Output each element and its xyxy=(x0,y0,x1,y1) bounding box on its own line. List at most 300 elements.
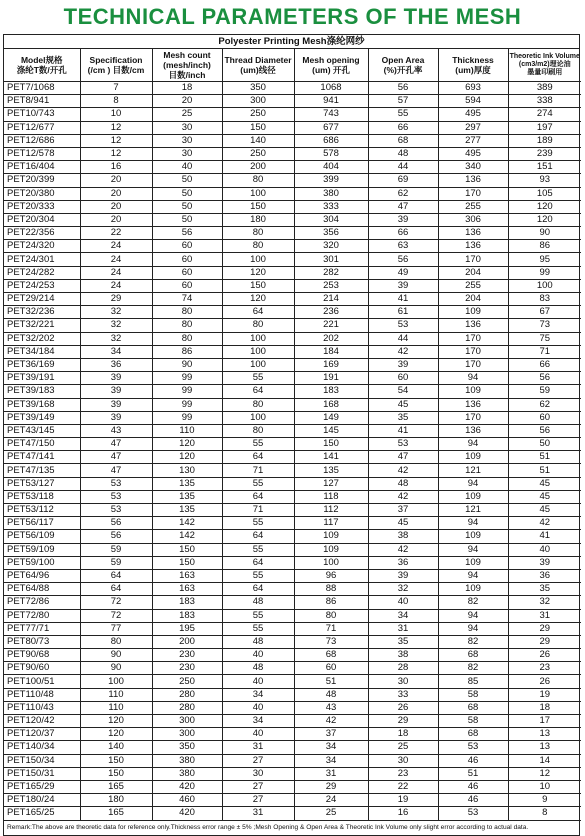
cell-thickness: 51 xyxy=(438,767,508,780)
cell-thickness: 136 xyxy=(438,398,508,411)
cell-ink-volume: 13 xyxy=(508,741,581,754)
cell-thread-diameter: 40 xyxy=(222,701,294,714)
cell-mesh-count: 280 xyxy=(152,688,222,701)
cell-thickness: 94 xyxy=(438,372,508,385)
cell-ink-volume: 120 xyxy=(508,213,581,226)
cell-model: PET47/141 xyxy=(4,451,80,464)
cell-mesh-count: 120 xyxy=(152,451,222,464)
cell-model: PET10/743 xyxy=(4,108,80,121)
cell-model: PET90/68 xyxy=(4,649,80,662)
cell-thread-diameter: 71 xyxy=(222,504,294,517)
table-subtitle: Polyester Printing Mesh涤纶网纱 xyxy=(4,35,579,49)
cell-mesh-opening: 1068 xyxy=(294,82,368,95)
cell-open-area: 47 xyxy=(368,451,438,464)
cell-ink-volume: 86 xyxy=(508,240,581,253)
cell-model: PET180/24 xyxy=(4,794,80,807)
cell-specification: 150 xyxy=(80,767,152,780)
cell-mesh-count: 135 xyxy=(152,477,222,490)
cell-mesh-opening: 253 xyxy=(294,279,368,292)
data-table xyxy=(4,49,581,821)
cell-mesh-count: 50 xyxy=(152,213,222,226)
col-header-specification xyxy=(80,49,152,82)
cell-model: PET12/686 xyxy=(4,134,80,147)
cell-open-area: 55 xyxy=(368,108,438,121)
cell-mesh-opening: 304 xyxy=(294,213,368,226)
cell-open-area: 44 xyxy=(368,332,438,345)
header-line: Thickness xyxy=(452,55,494,65)
cell-thickness: 109 xyxy=(438,530,508,543)
cell-mesh-count: 230 xyxy=(152,662,222,675)
cell-thickness: 109 xyxy=(438,306,508,319)
cell-mesh-opening: 48 xyxy=(294,688,368,701)
cell-thread-diameter: 40 xyxy=(222,728,294,741)
cell-open-area: 44 xyxy=(368,161,438,174)
cell-mesh-opening: 73 xyxy=(294,635,368,648)
cell-thread-diameter: 64 xyxy=(222,385,294,398)
cell-model: PET20/304 xyxy=(4,213,80,226)
cell-open-area: 33 xyxy=(368,688,438,701)
cell-mesh-opening: 34 xyxy=(294,741,368,754)
header-line: 目数/inch xyxy=(168,70,206,80)
cell-thickness: 46 xyxy=(438,754,508,767)
cell-specification: 165 xyxy=(80,780,152,793)
cell-mesh-count: 99 xyxy=(152,385,222,398)
cell-open-area: 66 xyxy=(368,121,438,134)
cell-model: PET53/127 xyxy=(4,477,80,490)
cell-mesh-count: 74 xyxy=(152,293,222,306)
cell-mesh-opening: 42 xyxy=(294,715,368,728)
cell-mesh-count: 163 xyxy=(152,583,222,596)
header-line: 墨量印刷用 xyxy=(527,69,563,76)
cell-model: PET32/202 xyxy=(4,332,80,345)
cell-open-area: 60 xyxy=(368,372,438,385)
cell-mesh-opening: 25 xyxy=(294,807,368,820)
header-line: (um) 开孔 xyxy=(312,65,350,75)
cell-specification: 39 xyxy=(80,372,152,385)
cell-model: PET120/42 xyxy=(4,715,80,728)
cell-open-area: 25 xyxy=(368,741,438,754)
cell-mesh-opening: 301 xyxy=(294,253,368,266)
cell-thickness: 170 xyxy=(438,187,508,200)
table-row xyxy=(4,319,581,332)
col-header-thickness xyxy=(438,49,508,82)
cell-model: PET12/677 xyxy=(4,121,80,134)
cell-thread-diameter: 48 xyxy=(222,635,294,648)
table-row xyxy=(4,332,581,345)
col-header-thread-diameter xyxy=(222,49,294,82)
cell-mesh-opening: 356 xyxy=(294,227,368,240)
cell-mesh-opening: 29 xyxy=(294,780,368,793)
table-row xyxy=(4,715,581,728)
cell-mesh-opening: 71 xyxy=(294,622,368,635)
cell-open-area: 53 xyxy=(368,319,438,332)
cell-thread-diameter: 100 xyxy=(222,345,294,358)
cell-ink-volume: 17 xyxy=(508,715,581,728)
table-row xyxy=(4,134,581,147)
cell-mesh-opening: 24 xyxy=(294,794,368,807)
header-line: Thread Diameter xyxy=(224,55,292,65)
cell-mesh-count: 163 xyxy=(152,569,222,582)
cell-thickness: 121 xyxy=(438,464,508,477)
header-line: (cm3/m2)理论油 xyxy=(518,61,571,68)
cell-mesh-opening: 221 xyxy=(294,319,368,332)
cell-specification: 12 xyxy=(80,147,152,160)
cell-mesh-count: 135 xyxy=(152,490,222,503)
cell-thickness: 68 xyxy=(438,649,508,662)
cell-model: PET110/48 xyxy=(4,688,80,701)
cell-specification: 24 xyxy=(80,279,152,292)
table-row xyxy=(4,490,581,503)
cell-open-area: 35 xyxy=(368,635,438,648)
cell-thread-diameter: 200 xyxy=(222,161,294,174)
cell-thread-diameter: 48 xyxy=(222,596,294,609)
cell-mesh-opening: 320 xyxy=(294,240,368,253)
cell-thread-diameter: 64 xyxy=(222,306,294,319)
header-line: Open Area xyxy=(381,55,425,65)
cell-mesh-opening: 183 xyxy=(294,385,368,398)
cell-model: PET12/578 xyxy=(4,147,80,160)
cell-model: PET39/149 xyxy=(4,411,80,424)
header-line: (%)开孔率 xyxy=(383,65,423,75)
cell-specification: 24 xyxy=(80,240,152,253)
cell-thickness: 94 xyxy=(438,609,508,622)
cell-mesh-count: 90 xyxy=(152,358,222,371)
cell-specification: 16 xyxy=(80,161,152,174)
cell-model: PET120/37 xyxy=(4,728,80,741)
cell-ink-volume: 39 xyxy=(508,556,581,569)
cell-ink-volume: 12 xyxy=(508,767,581,780)
cell-thickness: 170 xyxy=(438,345,508,358)
cell-open-area: 22 xyxy=(368,780,438,793)
cell-model: PET32/221 xyxy=(4,319,80,332)
cell-model: PET150/34 xyxy=(4,754,80,767)
col-header-mesh-count xyxy=(152,49,222,82)
cell-mesh-opening: 399 xyxy=(294,174,368,187)
cell-thickness: 693 xyxy=(438,82,508,95)
cell-open-area: 47 xyxy=(368,200,438,213)
cell-specification: 64 xyxy=(80,583,152,596)
cell-ink-volume: 75 xyxy=(508,332,581,345)
cell-mesh-opening: 31 xyxy=(294,767,368,780)
cell-mesh-opening: 202 xyxy=(294,332,368,345)
cell-model: PET100/51 xyxy=(4,675,80,688)
cell-mesh-opening: 68 xyxy=(294,649,368,662)
cell-model: PET20/380 xyxy=(4,187,80,200)
cell-mesh-opening: 168 xyxy=(294,398,368,411)
cell-thread-diameter: 55 xyxy=(222,609,294,622)
header-line: (mesh/inch) xyxy=(163,60,211,70)
cell-thread-diameter: 80 xyxy=(222,240,294,253)
cell-specification: 56 xyxy=(80,530,152,543)
cell-mesh-opening: 100 xyxy=(294,556,368,569)
cell-ink-volume: 18 xyxy=(508,701,581,714)
cell-specification: 53 xyxy=(80,477,152,490)
cell-specification: 39 xyxy=(80,385,152,398)
cell-ink-volume: 389 xyxy=(508,82,581,95)
cell-specification: 43 xyxy=(80,424,152,437)
cell-mesh-opening: 135 xyxy=(294,464,368,477)
cell-open-area: 35 xyxy=(368,411,438,424)
cell-specification: 59 xyxy=(80,556,152,569)
cell-thread-diameter: 55 xyxy=(222,569,294,582)
cell-specification: 77 xyxy=(80,622,152,635)
cell-ink-volume: 14 xyxy=(508,754,581,767)
cell-thread-diameter: 55 xyxy=(222,517,294,530)
cell-specification: 53 xyxy=(80,490,152,503)
cell-mesh-opening: 578 xyxy=(294,147,368,160)
table-row xyxy=(4,649,581,662)
cell-specification: 29 xyxy=(80,293,152,306)
cell-thread-diameter: 250 xyxy=(222,108,294,121)
cell-ink-volume: 62 xyxy=(508,398,581,411)
cell-mesh-opening: 80 xyxy=(294,609,368,622)
cell-specification: 120 xyxy=(80,728,152,741)
cell-ink-volume: 71 xyxy=(508,345,581,358)
cell-specification: 80 xyxy=(80,635,152,648)
cell-mesh-count: 99 xyxy=(152,411,222,424)
cell-thickness: 94 xyxy=(438,438,508,451)
cell-mesh-count: 420 xyxy=(152,780,222,793)
cell-thread-diameter: 250 xyxy=(222,147,294,160)
table-row xyxy=(4,635,581,648)
cell-open-area: 42 xyxy=(368,543,438,556)
cell-open-area: 54 xyxy=(368,385,438,398)
cell-specification: 110 xyxy=(80,688,152,701)
cell-thread-diameter: 55 xyxy=(222,372,294,385)
cell-model: PET7/1068 xyxy=(4,82,80,95)
header-line: (um)线径 xyxy=(240,65,276,75)
table-row xyxy=(4,213,581,226)
cell-open-area: 62 xyxy=(368,187,438,200)
cell-specification: 24 xyxy=(80,253,152,266)
cell-thickness: 297 xyxy=(438,121,508,134)
cell-open-area: 48 xyxy=(368,477,438,490)
cell-model: PET72/80 xyxy=(4,609,80,622)
cell-mesh-opening: 686 xyxy=(294,134,368,147)
cell-ink-volume: 45 xyxy=(508,490,581,503)
cell-specification: 72 xyxy=(80,609,152,622)
cell-thread-diameter: 31 xyxy=(222,741,294,754)
cell-mesh-opening: 96 xyxy=(294,569,368,582)
cell-mesh-opening: 236 xyxy=(294,306,368,319)
cell-mesh-count: 350 xyxy=(152,741,222,754)
table-row xyxy=(4,438,581,451)
cell-thread-diameter: 300 xyxy=(222,95,294,108)
cell-open-area: 37 xyxy=(368,504,438,517)
cell-mesh-opening: 109 xyxy=(294,530,368,543)
cell-ink-volume: 51 xyxy=(508,451,581,464)
cell-open-area: 19 xyxy=(368,794,438,807)
page-title: TECHNICAL PARAMETERS OF THE MESH xyxy=(63,4,522,29)
cell-thickness: 46 xyxy=(438,780,508,793)
cell-model: PET110/43 xyxy=(4,701,80,714)
table-row xyxy=(4,609,581,622)
cell-ink-volume: 42 xyxy=(508,517,581,530)
table-row xyxy=(4,807,581,820)
cell-open-area: 32 xyxy=(368,583,438,596)
cell-thread-diameter: 34 xyxy=(222,715,294,728)
cell-open-area: 39 xyxy=(368,358,438,371)
cell-specification: 12 xyxy=(80,134,152,147)
cell-thread-diameter: 64 xyxy=(222,490,294,503)
table-row xyxy=(4,174,581,187)
cell-specification: 90 xyxy=(80,649,152,662)
cell-mesh-count: 250 xyxy=(152,675,222,688)
table-row xyxy=(4,424,581,437)
cell-mesh-count: 50 xyxy=(152,174,222,187)
cell-ink-volume: 10 xyxy=(508,780,581,793)
cell-mesh-opening: 141 xyxy=(294,451,368,464)
cell-thread-diameter: 120 xyxy=(222,266,294,279)
cell-thickness: 136 xyxy=(438,319,508,332)
cell-mesh-count: 230 xyxy=(152,649,222,662)
cell-thickness: 68 xyxy=(438,728,508,741)
cell-thickness: 495 xyxy=(438,147,508,160)
cell-mesh-count: 183 xyxy=(152,609,222,622)
cell-thread-diameter: 80 xyxy=(222,319,294,332)
cell-thread-diameter: 27 xyxy=(222,754,294,767)
cell-mesh-opening: 127 xyxy=(294,477,368,490)
cell-specification: 22 xyxy=(80,227,152,240)
cell-thickness: 170 xyxy=(438,332,508,345)
cell-specification: 180 xyxy=(80,794,152,807)
cell-thickness: 136 xyxy=(438,227,508,240)
cell-mesh-count: 150 xyxy=(152,556,222,569)
cell-model: PET59/109 xyxy=(4,543,80,556)
cell-thickness: 82 xyxy=(438,662,508,675)
cell-mesh-opening: 184 xyxy=(294,345,368,358)
cell-thickness: 82 xyxy=(438,596,508,609)
cell-open-area: 57 xyxy=(368,95,438,108)
table-row xyxy=(4,398,581,411)
table-row xyxy=(4,345,581,358)
cell-thickness: 46 xyxy=(438,794,508,807)
cell-ink-volume: 41 xyxy=(508,530,581,543)
cell-mesh-opening: 282 xyxy=(294,266,368,279)
cell-model: PET24/320 xyxy=(4,240,80,253)
cell-specification: 20 xyxy=(80,187,152,200)
cell-ink-volume: 105 xyxy=(508,187,581,200)
cell-open-area: 36 xyxy=(368,556,438,569)
cell-thickness: 109 xyxy=(438,451,508,464)
cell-mesh-opening: 941 xyxy=(294,95,368,108)
cell-ink-volume: 99 xyxy=(508,266,581,279)
cell-open-area: 49 xyxy=(368,266,438,279)
cell-mesh-opening: 145 xyxy=(294,424,368,437)
cell-mesh-count: 18 xyxy=(152,82,222,95)
table-row xyxy=(4,556,581,569)
cell-mesh-count: 420 xyxy=(152,807,222,820)
cell-open-area: 42 xyxy=(368,464,438,477)
cell-mesh-opening: 112 xyxy=(294,504,368,517)
header-line: (/cm ) 目数/cm xyxy=(87,65,145,75)
cell-mesh-opening: 743 xyxy=(294,108,368,121)
cell-open-area: 45 xyxy=(368,517,438,530)
cell-model: PET80/73 xyxy=(4,635,80,648)
cell-mesh-opening: 333 xyxy=(294,200,368,213)
cell-specification: 34 xyxy=(80,345,152,358)
cell-ink-volume: 32 xyxy=(508,596,581,609)
cell-thread-diameter: 48 xyxy=(222,662,294,675)
cell-thread-diameter: 150 xyxy=(222,279,294,292)
cell-model: PET24/253 xyxy=(4,279,80,292)
cell-mesh-count: 56 xyxy=(152,227,222,240)
cell-mesh-count: 80 xyxy=(152,319,222,332)
header-line: Mesh opening xyxy=(302,55,360,65)
cell-model: PET43/145 xyxy=(4,424,80,437)
cell-specification: 150 xyxy=(80,754,152,767)
table-row xyxy=(4,701,581,714)
cell-model: PET64/96 xyxy=(4,569,80,582)
cell-open-area: 53 xyxy=(368,438,438,451)
cell-mesh-count: 60 xyxy=(152,279,222,292)
cell-open-area: 56 xyxy=(368,253,438,266)
cell-specification: 7 xyxy=(80,82,152,95)
cell-ink-volume: 239 xyxy=(508,147,581,160)
table-row xyxy=(4,662,581,675)
cell-ink-volume: 100 xyxy=(508,279,581,292)
cell-thickness: 170 xyxy=(438,253,508,266)
table-row xyxy=(4,517,581,530)
cell-open-area: 61 xyxy=(368,306,438,319)
cell-model: PET64/88 xyxy=(4,583,80,596)
col-header-model xyxy=(4,49,80,82)
cell-open-area: 30 xyxy=(368,675,438,688)
table-row xyxy=(4,583,581,596)
cell-mesh-opening: 169 xyxy=(294,358,368,371)
cell-specification: 90 xyxy=(80,662,152,675)
table-row xyxy=(4,451,581,464)
cell-model: PET72/86 xyxy=(4,596,80,609)
cell-specification: 24 xyxy=(80,266,152,279)
cell-open-area: 66 xyxy=(368,227,438,240)
table-row xyxy=(4,266,581,279)
cell-mesh-opening: 86 xyxy=(294,596,368,609)
cell-specification: 20 xyxy=(80,200,152,213)
cell-mesh-count: 60 xyxy=(152,266,222,279)
cell-specification: 20 xyxy=(80,174,152,187)
cell-thread-diameter: 150 xyxy=(222,200,294,213)
cell-open-area: 68 xyxy=(368,134,438,147)
table-row xyxy=(4,385,581,398)
cell-thread-diameter: 64 xyxy=(222,583,294,596)
col-header-mesh-opening xyxy=(294,49,368,82)
cell-open-area: 39 xyxy=(368,569,438,582)
cell-thickness: 58 xyxy=(438,715,508,728)
table-row xyxy=(4,794,581,807)
table-body xyxy=(4,82,581,821)
cell-mesh-opening: 34 xyxy=(294,754,368,767)
cell-open-area: 23 xyxy=(368,767,438,780)
cell-thickness: 204 xyxy=(438,266,508,279)
cell-mesh-count: 183 xyxy=(152,596,222,609)
cell-model: PET39/168 xyxy=(4,398,80,411)
cell-thread-diameter: 55 xyxy=(222,543,294,556)
cell-thickness: 68 xyxy=(438,701,508,714)
cell-mesh-count: 30 xyxy=(152,147,222,160)
cell-open-area: 40 xyxy=(368,596,438,609)
cell-thread-diameter: 100 xyxy=(222,411,294,424)
table-row xyxy=(4,253,581,266)
cell-ink-volume: 35 xyxy=(508,583,581,596)
remark-note: Remark:The above are theoretic data for reference only.Thickness error range ± 5% ;Mesh Opening & Open Area & Theoretic Ink Volume only slight error according to actual data. xyxy=(7,823,529,831)
table-row xyxy=(4,108,581,121)
cell-mesh-opening: 43 xyxy=(294,701,368,714)
cell-mesh-opening: 37 xyxy=(294,728,368,741)
cell-model: PET53/112 xyxy=(4,504,80,517)
cell-model: PET165/29 xyxy=(4,780,80,793)
cell-specification: 72 xyxy=(80,596,152,609)
